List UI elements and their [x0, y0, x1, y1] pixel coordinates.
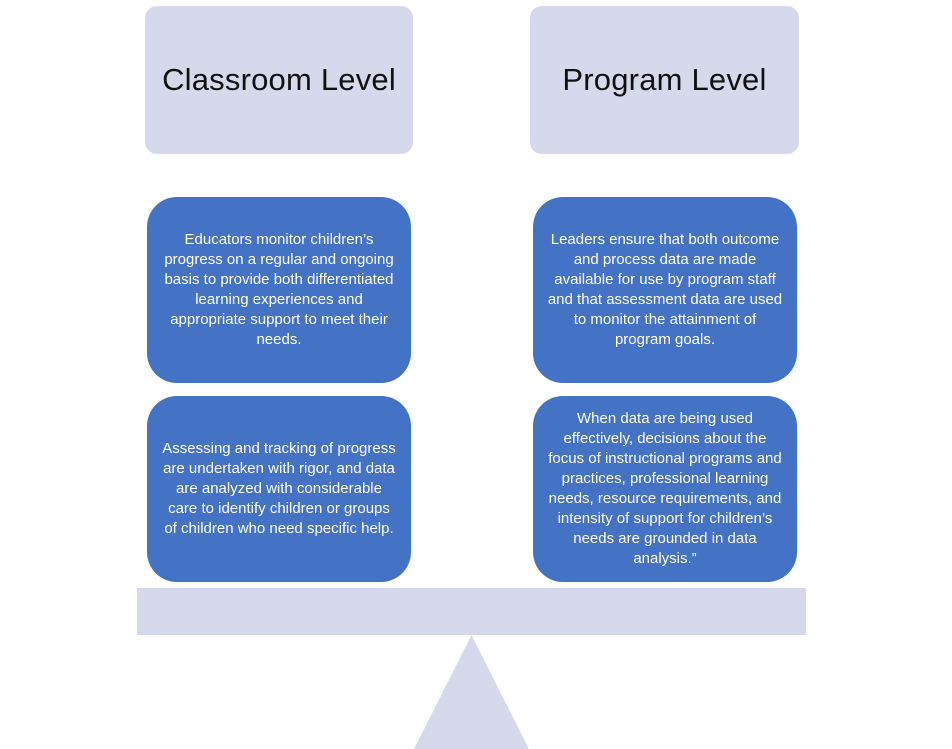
- balance-beam: [137, 588, 806, 635]
- classroom-card-2-text: Assessing and tracking of progress are undertaken with rigor, and data are analyzed with considerable care to identify children or groups of children who need specific help.: [162, 440, 396, 537]
- program-card-data-used-effectively: [533, 396, 797, 582]
- program-level-header: [530, 6, 799, 154]
- classroom-card-progress-monitoring: [147, 197, 411, 383]
- program-level-title: Program Level: [562, 62, 767, 97]
- fulcrum-triangle: [414, 635, 529, 749]
- classroom-level-title: Classroom Level: [162, 62, 396, 97]
- balance-fulcrum: [414, 635, 529, 749]
- program-card-2-text: When data are being used effectively, decisions about the focus of instructional programs and practices, professional learning needs, resource requirements, and intensity of support for children’s needs are grounded in data analysis.”: [548, 410, 782, 567]
- program-card-leaders-ensure: [533, 197, 797, 383]
- program-card-1-text: Leaders ensure that both outcome and process data are made available for use by program staff and that assessment data are used to monitor the attainment of program goals.: [547, 231, 783, 348]
- classroom-card-1-text: Educators monitor children’s progress on a regular and ongoing basis to provide both differentiated learning experiences and appropriate support to meet their needs.: [164, 231, 394, 348]
- classroom-card-assessing-tracking: [147, 396, 411, 582]
- classroom-level-header: [145, 6, 413, 154]
